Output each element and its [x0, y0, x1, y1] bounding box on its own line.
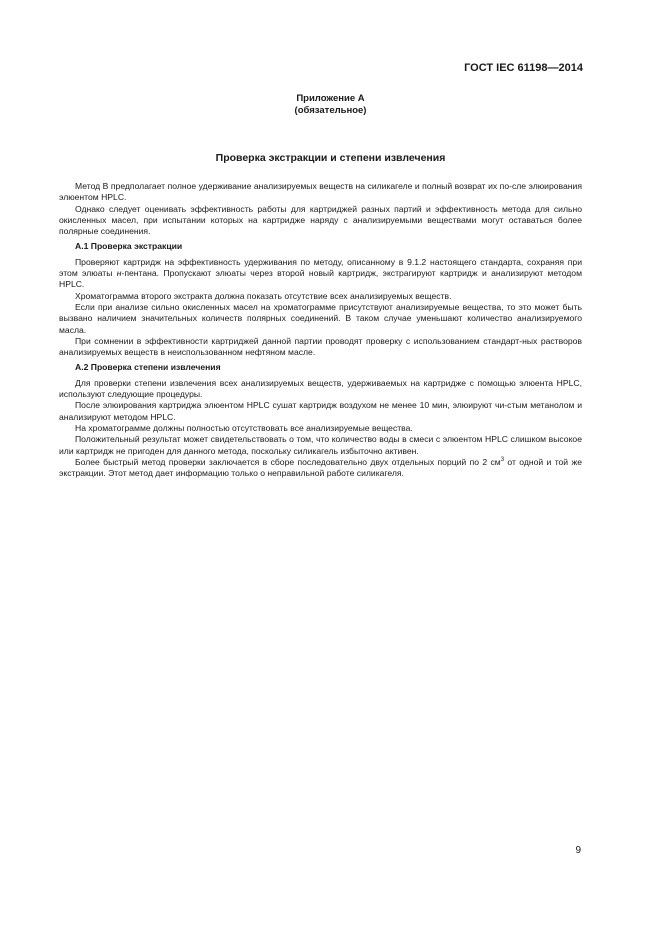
annex-title: Проверка экстракции и степени извлечения [215, 152, 446, 164]
paragraph-text: от одной и той же экстракции. Этот метод дает информацию только о неправильной работе силикагеля. [59, 456, 582, 479]
paragraph: На хроматограмме должны полностью отсутствовать все анализируемые вещества. [75, 422, 413, 433]
standard-header: ГОСТ IEC 61198—2014 [464, 62, 583, 74]
superscript: 3 [500, 456, 505, 463]
paragraph-text: -пентана. Пропускают элюаты через второй новый картридж, экстрагируют картридж и анализируют методом HPLC. [59, 268, 582, 290]
annex-label: Приложение А [296, 93, 365, 104]
paragraph [59, 257, 582, 291]
annex-status: (обязательное) [294, 105, 367, 116]
section-a2-heading: А.2 Проверка степени извлечения [75, 362, 221, 373]
intro-paragraph: Метод В предполагает полное удерживание анализируемых веществ на силикагеле и полный возврат их по-сле элюирования элюентом HPLC. [59, 181, 582, 203]
annex-heading [0, 93, 661, 117]
page-number: 9 [575, 845, 581, 856]
paragraph-text: Проверяют картридж на эффективность удерживания по методу, описанному в 9.1.2 настоящего стандарта, сохраняя при этом элюаты [59, 256, 582, 279]
paragraph: После элюирования картриджа элюентом HPLC сушат картридж воздухом не менее 10 мин, элюируют чи-стым метанолом и анализируют методом HPLC. [59, 400, 582, 422]
section-a1-heading: А.1 Проверка экстракции [75, 241, 183, 252]
paragraph: При сомнении в эффективности картриджей данной партии проводят проверку с использованием стандарт-ных растворов анализируемых веществ в неиспользованном нефтяном масле. [59, 335, 582, 358]
paragraph: Хроматограмма второго экстракта должна показать отсутствие всех анализируемых веществ. [75, 290, 452, 301]
intro-paragraph: Однако следует оценивать эффективность работы для картриджей разных партий и эффективность метода для сильно окисленных масел, при испытании которых на картридже наряду с анализируемыми веществами могут оставаться более полярные соединения. [59, 203, 582, 237]
paragraph [59, 457, 582, 480]
paragraph: Для проверки степени извлечения всех анализируемых веществ, удерживаемых на картридже с помощью элюента HPLC, используют следующие процедуры. [59, 377, 582, 400]
paragraph-text: Более быстрый метод проверки заключается в сборе последовательно двух отдельных порций по 2 см [75, 456, 501, 467]
paragraph: Если при анализе сильно окисленных масел на хроматограмме присутствуют анализируемые вещества, то это может быть вызвано наличием значительных количеств полярных соединений. В таком случае уменьшают количество анализируемого масла. [59, 301, 582, 335]
document-body [59, 181, 582, 479]
italic-text: н [116, 268, 122, 279]
paragraph: Положительный результат может свидетельствовать о том, что количество воды в смеси с элюентом HPLC слишком высокое или картридж не пригоден для данного метода, поскольку силикагель избыточно активен. [59, 434, 582, 456]
